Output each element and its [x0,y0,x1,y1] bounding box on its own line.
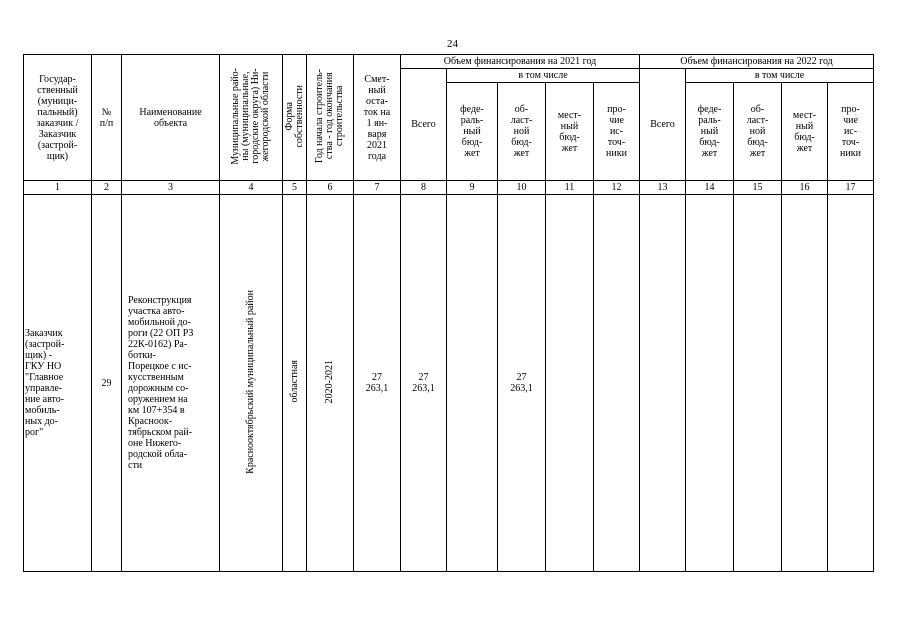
header-other-2022: про- чие ис- точ- ники [828,83,874,181]
header-federal-2022: феде- раль- ный бюд- жет [686,83,734,181]
financing-table [23,54,874,572]
row-object-name: Реконструкция участка авто- мобильной до- роги (22 ОП РЗ 22К-0162) Ра- ботки- Порецкое с ис- кусственным дорожным со- оружением на км 107+354 в Красноок- тябрьском рай- оне Нижего- родской обла- сти [122,195,220,572]
header-number: № п/п [92,55,122,181]
row-years: 2020-2021 [324,359,335,404]
row-years-cell [307,195,354,572]
header-local-2021: мест- ный бюд- жет [546,83,594,181]
column-number: 17 [828,181,874,195]
row-other-2022 [828,195,874,572]
header-total-2021: Всего [401,69,447,181]
header-local-2022: мест- ный бюд- жет [782,83,828,181]
header-customer: Государ- ственный (муници- пальный) заказчик / Заказчик (застрой- щик) [24,55,92,181]
header-years-cell [307,55,354,181]
row-local-2022 [782,195,828,572]
row-federal-2021 [447,195,498,572]
row-total-2022 [640,195,686,572]
row-number: 29 [92,195,122,572]
column-number-row [24,181,874,195]
column-number: 7 [354,181,401,195]
header-regional-2021: об- ласт- ной бюд- жет [498,83,546,181]
page-number: 24 [447,38,458,50]
header-municipal-cell [220,55,283,181]
column-number: 5 [283,181,307,195]
header-regional-2022: об- ласт- ной бюд- жет [734,83,782,181]
header-municipal: Муниципальные райо- ны (муниципальные, городские округа) Ни- жегородской области [230,67,271,165]
row-customer: Заказчик (застрой- щик) - ГКУ НО "Главное управле- ние авто- мобиль- ных до- рог" [24,195,92,572]
header-fin-2022: Объем финансирования на 2022 год [640,55,874,69]
row-balance: 27 263,1 [354,195,401,572]
header-incl-2022: в том числе [686,69,874,83]
row-total-2021: 27 263,1 [401,195,447,572]
column-number: 9 [447,181,498,195]
column-number: 15 [734,181,782,195]
header-ownership-cell [283,55,307,181]
row-ownership: областная [288,360,300,403]
column-number: 16 [782,181,828,195]
row-regional-2021: 27 263,1 [498,195,546,572]
column-number: 2 [92,181,122,195]
header-years: Год начала строитель- ства - год окончания строительства [314,68,345,164]
table-row [24,195,874,572]
row-ownership-cell [283,195,307,572]
column-number: 3 [122,181,220,195]
row-other-2021 [594,195,640,572]
column-number: 6 [307,181,354,195]
header-object-name: Наименование объекта [122,55,220,181]
column-number: 14 [686,181,734,195]
header-ownership: Форма собственности [283,84,305,148]
column-number: 13 [640,181,686,195]
row-federal-2022 [686,195,734,572]
header-federal-2021: феде- раль- ный бюд- жет [447,83,498,181]
row-local-2021 [546,195,594,572]
column-number: 4 [220,181,283,195]
header-balance: Смет- ный оста- ток на 1 ян- варя 2021 года [354,55,401,181]
header-fin-2021: Объем финансирования на 2021 год [401,55,640,69]
column-number: 1 [24,181,92,195]
header-other-2021: про- чие ис- точ- ники [594,83,640,181]
column-number: 12 [594,181,640,195]
column-number: 8 [401,181,447,195]
header-incl-2021: в том числе [447,69,640,83]
column-number: 10 [498,181,546,195]
header-total-2022: Всего [640,69,686,181]
row-municipal-cell [220,195,283,572]
column-number: 11 [546,181,594,195]
row-regional-2022 [734,195,782,572]
row-municipal: Краснооктябрьский муниципальный район [245,289,256,474]
